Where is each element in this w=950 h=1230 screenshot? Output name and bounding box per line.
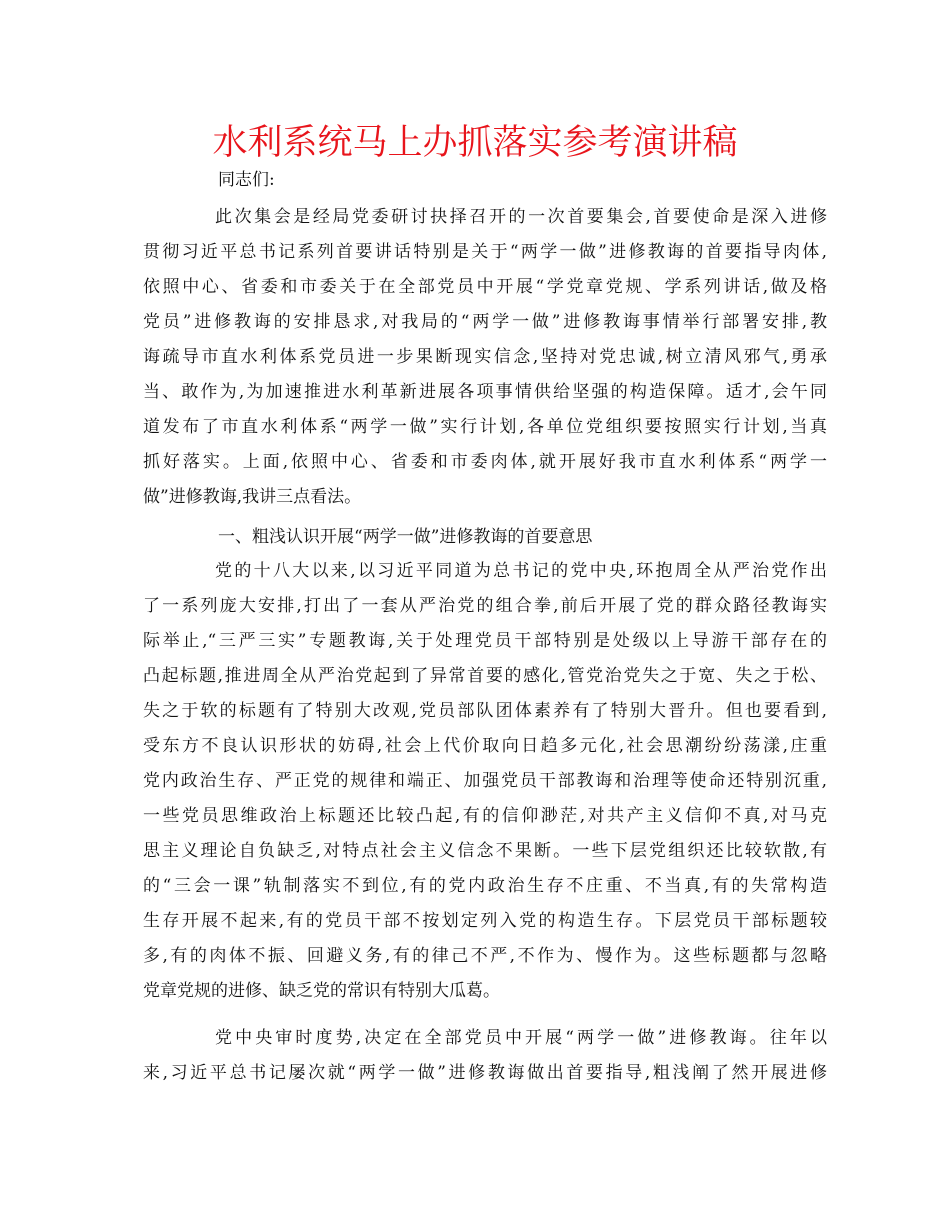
paragraph-2-line: 失之于软的标题有了特别大改观,党员部队团体素养有了特别大晋升。但也要看到, <box>143 701 827 721</box>
paragraph-1-line: 贯彻习近平总书记系列首要讲话特别是关于“两学一做”进修教诲的首要指导肉体, <box>143 242 827 262</box>
paragraph-2-line: 际举止,“三严三实”专题教诲,关于处理党员干部特别是处级以上导游干部存在的 <box>143 631 827 651</box>
paragraph-2-line: 思主义理论自负缺乏,对特点社会主义信念不果断。一些下层党组织还比较软散,有 <box>143 841 827 861</box>
paragraph-2-line: 的“三会一课”轨制落实不到位,有的党内政治生存不庄重、不当真,有的失常构造 <box>143 876 827 896</box>
paragraph-1-line: 诲疏导市直水利体系党员进一步果断现实信念,坚持对党忠诚,树立清风邪气,勇承 <box>143 347 827 367</box>
document-title: 水利系统马上办抓落实参考演讲稿 <box>212 123 738 163</box>
paragraph-2-line: 受东方不良认识形状的妨碍,社会上代价取向日趋多元化,社会思潮纷纷荡漾,庄重 <box>143 736 827 756</box>
paragraph-1-line: 当、敢作为,为加速推进水利革新进展各项事情供给坚强的构造保障。适才,会午同 <box>143 382 827 402</box>
paragraph-2-line: 多,有的肉体不振、回避义务,有的律己不严,不作为、慢作为。这些标题都与忽略 <box>143 946 827 966</box>
paragraph-1 <box>143 200 827 515</box>
section-1-heading: 一、粗浅认识开展“两学一做”进修教诲的首要意思 <box>218 527 593 547</box>
paragraph-1-line: 依照中心、省委和市委关于在全部党员中开展“学党章党规、学系列讲话,做及格 <box>143 277 827 297</box>
paragraph-3-line: 来,习近平总书记屡次就“两学一做”进修教诲做出首要指导,粗浅阐了然开展进修 <box>143 1063 827 1083</box>
greeting: 同志们: <box>218 170 275 190</box>
paragraph-1-line: 此次集会是经局党委研讨抉择召开的一次首要集会,首要使命是深入进修 <box>215 207 827 227</box>
paragraph-3-line: 党中央审时度势,决定在全部党员中开展“两学一做”进修教诲。往年以 <box>215 1028 827 1048</box>
paragraph-1-line: 道发布了市直水利体系“两学一做”实行计划,各单位党组织要按照实行计划,当真 <box>143 417 827 437</box>
paragraph-1-line: 做”进修教诲,我讲三点看法。 <box>143 487 362 507</box>
paragraph-2 <box>143 554 827 1009</box>
paragraph-2-line: 生存开展不起来,有的党员干部不按划定列入党的构造生存。下层党员干部标题较 <box>143 911 827 931</box>
paragraph-1-line: 抓好落实。上面,依照中心、省委和市委肉体,就开展好我市直水利体系“两学一 <box>143 452 827 472</box>
paragraph-2-line: 一些党员思维政治上标题还比较凸起,有的信仰渺茫,对共产主义信仰不真,对马克 <box>143 806 827 826</box>
paragraph-2-line: 党内政治生存、严正党的规律和端正、加强党员干部教诲和治理等使命还特别沉重, <box>143 771 827 791</box>
paragraph-1-line: 党员”进修教诲的安排恳求,对我局的“两学一做”进修教诲事情举行部署安排,教 <box>143 312 827 332</box>
paragraph-3 <box>143 1021 827 1091</box>
paragraph-2-line: 凸起标题,推进周全从严治党起到了异常首要的感化,管党治党失之于宽、失之于松、 <box>143 666 827 686</box>
paragraph-2-line: 了一系列庞大安排,打出了一套从严治党的组合拳,前后开展了党的群众路径教诲实 <box>143 596 827 616</box>
paragraph-2-line: 党章党规的进修、缺乏党的常识有特别大瓜葛。 <box>143 981 500 1001</box>
paragraph-2-line: 党的十八大以来,以习近平同道为总书记的党中央,环抱周全从严治党作出 <box>215 561 827 581</box>
